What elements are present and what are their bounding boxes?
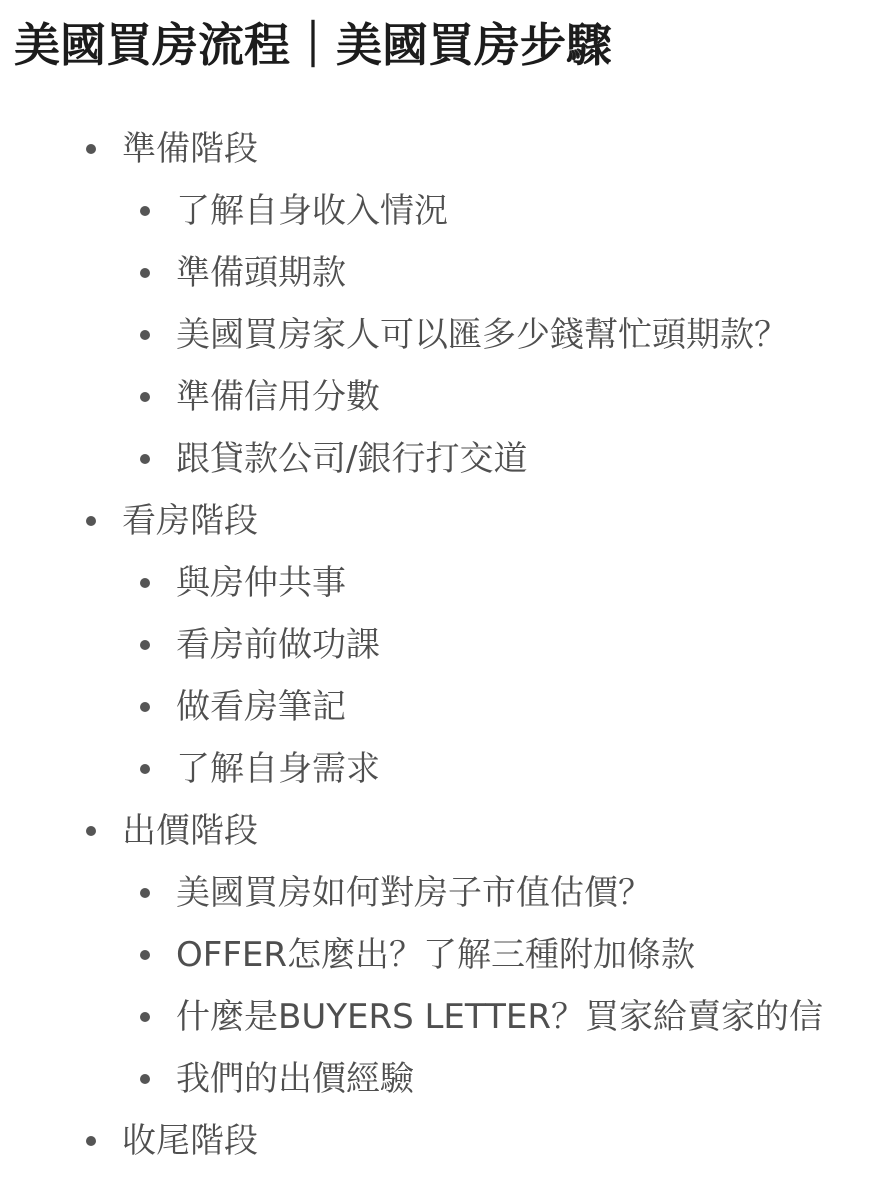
bullet-dot-icon <box>140 888 150 898</box>
toc-section-preparation <box>0 118 872 490</box>
toc-item-label: 準備頭期款 <box>176 253 346 293</box>
toc-link[interactable] <box>0 242 872 304</box>
toc-link[interactable] <box>0 614 872 676</box>
bullet-dot-icon <box>140 640 150 650</box>
table-of-contents <box>0 118 872 1172</box>
toc-link[interactable] <box>0 800 872 862</box>
toc-item-label: 了解自身需求 <box>176 749 380 789</box>
toc-link[interactable] <box>0 676 872 738</box>
toc-link[interactable] <box>0 1048 872 1110</box>
toc-item-label: 做看房筆記 <box>176 687 346 727</box>
bullet-dot-icon <box>140 702 150 712</box>
bullet-dot-icon <box>140 764 150 774</box>
toc-item-label: 跟貸款公司/銀行打交道 <box>176 439 528 479</box>
toc-sublist <box>0 862 872 1110</box>
toc-link[interactable] <box>0 552 872 614</box>
toc-link[interactable] <box>0 428 872 490</box>
toc-item-label: 與房仲共事 <box>176 563 346 603</box>
bullet-dot-icon <box>86 516 96 526</box>
toc-section-label: 準備階段 <box>122 129 258 169</box>
toc-section-house-viewing <box>0 490 872 800</box>
bullet-dot-icon <box>86 144 96 154</box>
bullet-dot-icon <box>140 454 150 464</box>
bullet-dot-icon <box>86 826 96 836</box>
toc-section-label: 收尾階段 <box>122 1121 258 1161</box>
toc-link[interactable] <box>0 862 872 924</box>
toc-item-label: 我們的出價經驗 <box>176 1059 414 1099</box>
toc-item-label: 了解自身收入情況 <box>176 191 448 231</box>
bullet-dot-icon <box>140 578 150 588</box>
page-title: 美國買房流程｜美國買房步驟 <box>14 18 612 72</box>
bullet-dot-icon <box>140 268 150 278</box>
toc-item-label: OFFER怎麼出？了解三種附加條款 <box>176 935 695 975</box>
toc-item-label: 什麼是BUYERS LETTER？買家給賣家的信 <box>176 997 823 1037</box>
toc-link[interactable] <box>0 924 872 986</box>
toc-item-label: 準備信用分數 <box>176 377 380 417</box>
toc-link[interactable] <box>0 490 872 552</box>
bullet-dot-icon <box>140 330 150 340</box>
bullet-dot-icon <box>86 1136 96 1146</box>
toc-link[interactable] <box>0 986 872 1048</box>
toc-link[interactable] <box>0 304 872 366</box>
toc-section-label: 看房階段 <box>122 501 258 541</box>
toc-section-label: 出價階段 <box>122 811 258 851</box>
toc-link[interactable] <box>0 1110 872 1172</box>
bullet-dot-icon <box>140 950 150 960</box>
toc-link[interactable] <box>0 738 872 800</box>
bullet-dot-icon <box>140 392 150 402</box>
toc-section-offer <box>0 800 872 1110</box>
toc-link[interactable] <box>0 180 872 242</box>
bullet-dot-icon <box>140 1012 150 1022</box>
toc-link[interactable] <box>0 366 872 428</box>
toc-item-label: 美國買房家人可以匯多少錢幫忙頭期款？ <box>176 315 788 355</box>
toc-item-label: 看房前做功課 <box>176 625 380 665</box>
bullet-dot-icon <box>140 206 150 216</box>
toc-sublist <box>0 180 872 490</box>
toc-item-label: 美國買房如何對房子市值估價？ <box>176 873 652 913</box>
toc-sublist <box>0 552 872 800</box>
bullet-dot-icon <box>140 1074 150 1084</box>
toc-section-closing <box>0 1110 872 1172</box>
toc-link[interactable] <box>0 118 872 180</box>
